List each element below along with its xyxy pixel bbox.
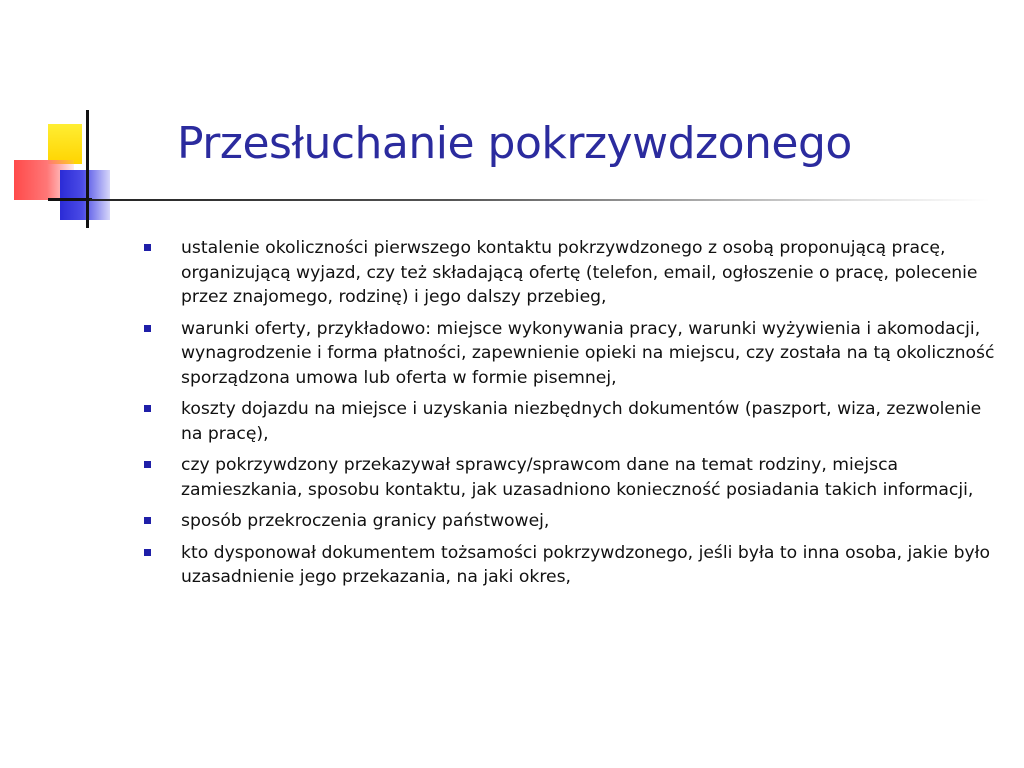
title-underline-divider — [90, 199, 990, 201]
square-bullet-icon — [144, 517, 151, 524]
list-item — [140, 509, 1004, 534]
bullet-text: czy pokrzywdzony przekazywał sprawcy/sprawcom dane na temat rodziny, miejsca zamieszkania, sposobu kontaktu, jak uzasadniono konieczność posiadania takich informacji, — [181, 455, 974, 500]
list-item — [140, 541, 1004, 590]
list-item — [140, 236, 1004, 310]
horizontal-line-decoration — [48, 198, 92, 201]
blue-block-decoration — [60, 170, 110, 220]
square-bullet-icon — [144, 244, 151, 251]
square-bullet-icon — [144, 405, 151, 412]
vertical-line-decoration — [86, 110, 89, 228]
bullet-text: warunki oferty, przykładowo: miejsce wykonywania pracy, warunki wyżywienia i akomodacji, wynagrodzenie i forma płatności, zapewnienie opieki na miejscu, czy została na tą okoliczność sporządzona umowa lub oferta w formie pisemnej, — [181, 318, 995, 388]
square-bullet-icon — [144, 549, 151, 556]
bullet-text: sposób przekroczenia granicy państwowej, — [181, 511, 550, 531]
bullet-text: kto dysponował dokumentem tożsamości pokrzywdzonego, jeśli była to inna osoba, jakie było uzasadnienie jego przekazania, na jaki okres, — [181, 542, 991, 587]
slide-title: Przesłuchanie pokrzywdzonego — [177, 118, 852, 169]
list-item — [140, 317, 1004, 391]
list-item — [140, 397, 1004, 446]
yellow-block-decoration — [48, 124, 82, 164]
bullet-list — [140, 236, 1004, 597]
list-item — [140, 453, 1004, 502]
square-bullet-icon — [144, 325, 151, 332]
bullet-text: koszty dojazdu na miejsce i uzyskania niezbędnych dokumentów (paszport, wiza, zezwolenie na pracę), — [181, 399, 982, 444]
bullet-text: ustalenie okoliczności pierwszego kontaktu pokrzywdzonego z osobą proponującą pracę, organizującą wyjazd, czy też składającą ofertę (telefon, email, ogłoszenie o pracę, polecenie przez znajomego, rodzinę) i jego dalszy przebieg, — [181, 238, 978, 307]
square-bullet-icon — [144, 461, 151, 468]
